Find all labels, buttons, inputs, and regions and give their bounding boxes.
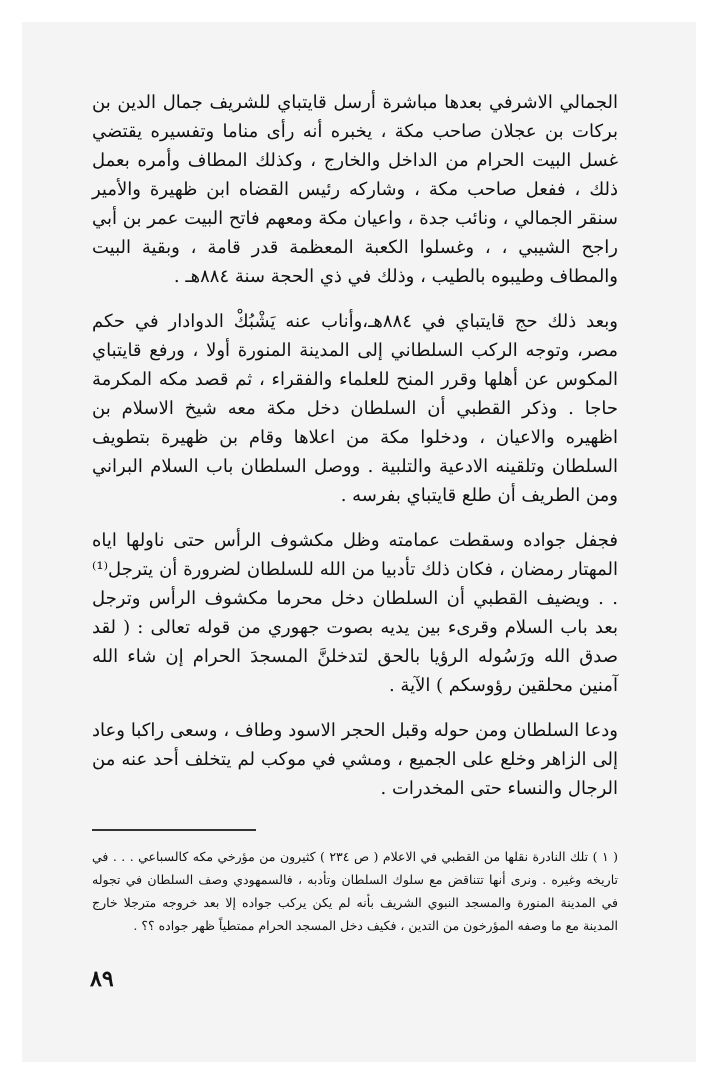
page-number: ٨٩ xyxy=(90,966,114,992)
footnote: ( ١ ) تلك النادرة نقلها من القطبي في الاعلام ( ص ٢٣٤ ) كثيرون من مؤرخي مكه كالسباعي . . . في تاريخه وغيره . ونرى أنها تتناقض مع سلوك السلطان وتأدبه ، فالسمهودي وصف السلطان في تجوله في المدينة المنورة والمسجد النبوي الشريف بأنه لم يكن يركب جواده إلا بعد خروجه مترجلا خارج المدينة مع ما وصفه المؤرخون من التدين ، فكيف دخل المسجد الحرام ممتطياً ظهر جواده ؟؟ . xyxy=(92,849,618,933)
main-text xyxy=(92,88,618,803)
footnote-divider xyxy=(92,829,256,831)
paragraph-4: ودعا السلطان ومن حوله وقبل الحجر الاسود وطاف ، وسعى راكبا وعاد إلى الزاهر وخلع على الجميع ، ومشي في موكب لم يتخلف أحد عنه من الرجال والنساء حتى المخدرات . xyxy=(92,720,618,799)
paragraph-3: فجفل جواده وسقطت عمامته وظل مكشوف الرأس حتى ناولها اياه المهتار رمضان ، فكان ذلك تأدبيا من الله للسلطان لضرورة أن يترجل⁽¹⁾ . . ويضيف القطبي أن السلطان دخل محرما مكشوف الرأس وترجل بعد باب السلام وقرىء بين يديه بصوت جهوري من قوله تعالى : ( لقد صدق الله ورَسُوله الرؤيا بالحق لتدخلنَّ المسجدَ الحرام إن شاء الله آمنين محلقين رؤوسكم ) الآية . xyxy=(92,530,618,696)
paragraph-2: وبعد ذلك حج قايتباي في ٨٨٤هـ،وأناب عنه يَشْبُكْ الدوادار في حكم مصر، وتوجه الركب السلطاني إلى المدينة المنورة أولا ، ورفع قايتباي المكوس عن أهلها وقرر المنح للعلماء والفقراء ، ثم قصد مكه المكرمة حاجا . وذكر القطبي أن السلطان دخل مكة معه شيخ الاسلام بن اظهيره والاعيان ، ودخلوا مكة من اعلاها وقام بن ظهيرة بتطويف السلطان وتلقينه الادعية والتلبية . ووصل السلطان باب السلام البراني ومن الطريف أن طلع قايتباي بفرسه . xyxy=(92,311,618,506)
paragraph-1: الجمالي الاشرفي بعدها مباشرة أرسل قايتباي للشريف جمال الدين بن بركات بن عجلان صاحب مكة ، يخبره أنه رأى مناما وتفسيره يقتضي غسل البيت الحرام من الداخل والخارج ، وكذلك المطاف وأمره بعمل ذلك ، ففعل صاحب مكة ، وشاركه رئيس القضاه ابن ظهيرة والأمير سنقر الجمالي ، ونائب جدة ، واعيان مكة ومعهم فاتح البيت عمر بن أبي راجح الشيبي ، ، وغسلوا الكعبة المعظمة قدر قامة ، وبقية البيت والمطاف وطيبوه بالطيب ، وذلك في ذي الحجة سنة ٨٨٤هـ . xyxy=(92,92,618,287)
